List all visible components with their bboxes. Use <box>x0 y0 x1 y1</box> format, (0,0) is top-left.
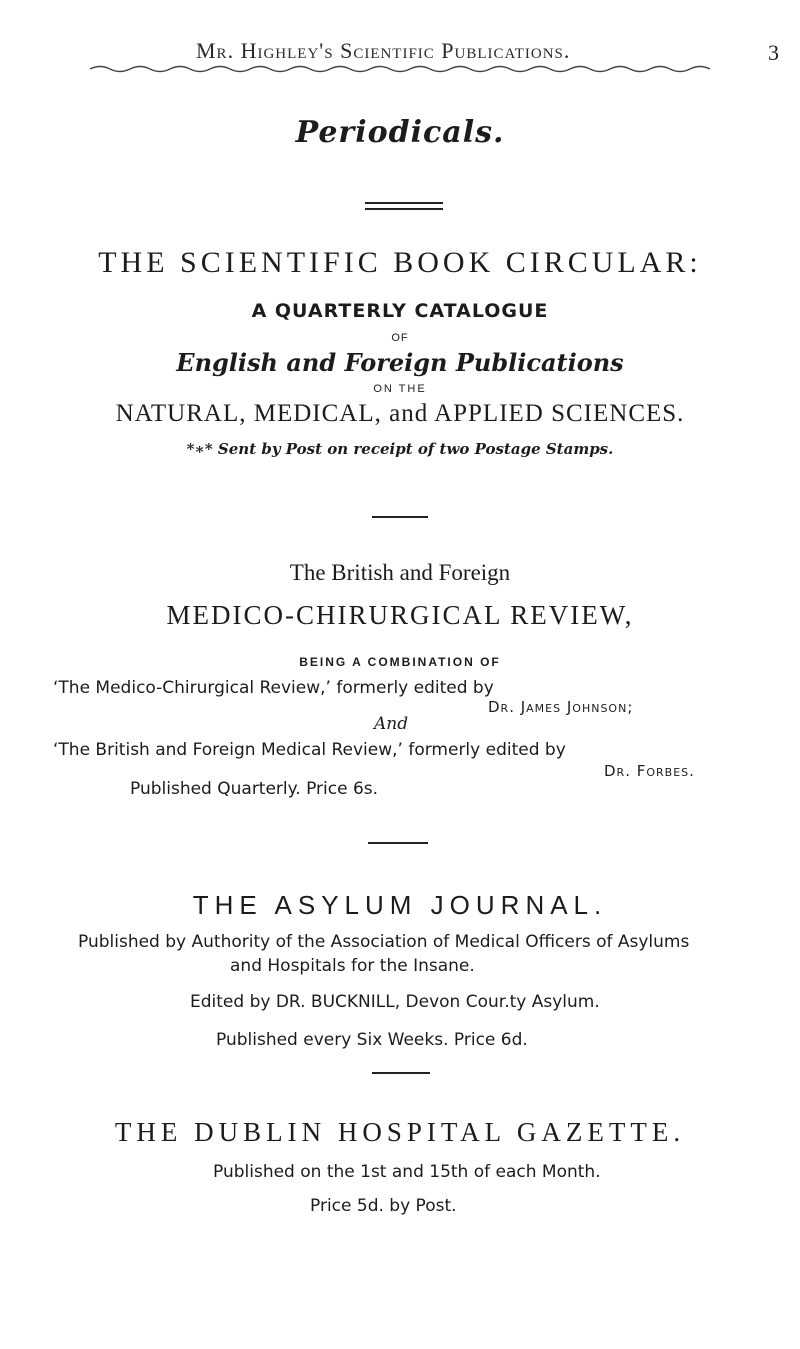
asylum-journal-line-1: Published by Authority of the Association of Medical Officers of Asylums <box>78 932 690 952</box>
double-rule <box>365 202 443 214</box>
circular-publications: English and Foreign Publications <box>176 348 624 377</box>
circular-of: OF <box>391 332 409 344</box>
circular-title: THE SCIENTIFIC BOOK CIRCULAR: <box>98 246 702 279</box>
section-title: Periodicals. <box>295 115 505 150</box>
asylum-journal-published: Published every Six Weeks. Price 6d. <box>216 1030 528 1050</box>
gazette-title: THE DUBLIN HOSPITAL GAZETTE. <box>114 1117 686 1147</box>
gazette-price: Price 5d. by Post. <box>310 1196 457 1216</box>
circular-on-the: ON THE <box>373 383 427 395</box>
circular-sciences: NATURAL, MEDICAL, and APPLIED SCIENCES. <box>115 400 685 427</box>
review-being: BEING A COMBINATION OF <box>299 655 501 669</box>
circular-subtitle: A QUARTERLY CATALOGUE <box>251 300 549 322</box>
divider-rule <box>372 516 428 518</box>
asylum-journal-title: THE ASYLUM JOURNAL. <box>192 890 608 920</box>
review-editor-2: Dr. Forbes. <box>604 762 695 780</box>
page-number: 3 <box>768 40 779 65</box>
running-head-title: Mr. Highley's Scientific Publications. <box>196 38 571 63</box>
gazette-published: Published on the 1st and 15th of each Month. <box>213 1162 601 1182</box>
review-published: Published Quarterly. Price 6s. <box>130 779 379 799</box>
wavy-rule <box>90 62 710 76</box>
review-desc-1: ‘The Medico-Chirurgical Review,’ formerly edited by <box>53 678 494 698</box>
asylum-journal-editor: Edited by DR. BUCKNILL, Devon Cour.ty Asylum. <box>190 992 600 1012</box>
review-desc-2: ‘The British and Foreign Medical Review,’ formerly edited by <box>53 740 566 760</box>
asylum-journal-line-2: and Hospitals for the Insane. <box>230 956 475 976</box>
divider-rule <box>372 1072 430 1074</box>
review-prefix: The British and Foreign <box>289 560 511 585</box>
review-title: MEDICO-CHIRURGICAL REVIEW, <box>166 600 634 630</box>
divider-rule <box>368 842 428 844</box>
review-and: And <box>374 714 409 734</box>
review-editor-1: Dr. James Johnson; <box>488 698 634 716</box>
circular-sent-note: *∗* Sent by Post on receipt of two Postage Stamps. <box>186 440 614 458</box>
